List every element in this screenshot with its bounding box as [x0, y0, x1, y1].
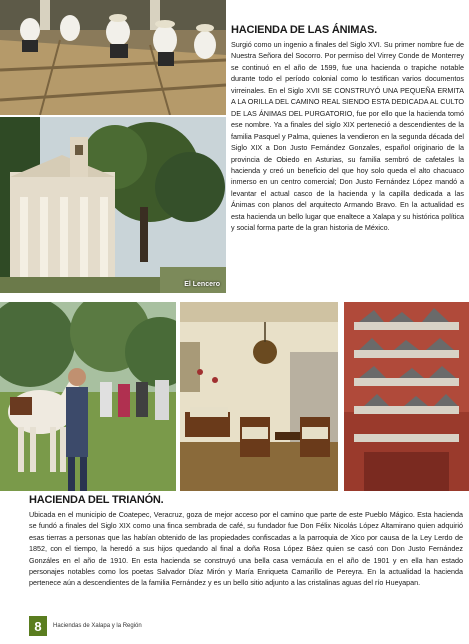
trianon-body: Ubicada en el municipio de Coatepec, Veracruz, goza de mejor acceso por el camino que parte de este Pueblo Mágico. Esta hacienda se fundó a finales del Siglo XIX como una finca sembrada de café, su fundador fue Don Félix Nicolás López Altamirano quien adquirió esas tierras a personas que las habían obtenido de las propiedades confiscadas a la parroquia de Xico por causa de la Ley Lerdo de 1852, con el tiempo, la heredó a sus hijos quedando al final a doña Rosa López Báez quien se casó con Don Justo Fernández Gonzáles en el año de 1910. En esta hacienda se construyó una bella casa vernácula en el año de 1901 y en ella han estado personajes notables como los poetas Salvador Díaz Mirón y María Enriqueta Camarillo de Pereyra. En la actualidad la hacienda pertenece aún a descendientes de la familia Fernández y es un bello sitio adjunto a las cristalinas aguas del río Hueyapan.: [29, 510, 463, 588]
trianon-title: HACIENDA DEL TRIANÓN.: [29, 494, 164, 506]
footer-section-title: Haciendas de Xalapa y la Región: [53, 623, 142, 629]
antique-irons-photo: [344, 302, 469, 491]
animas-title: HACIENDA DE LAS ÁNIMAS.: [231, 24, 377, 36]
coffee-workers-photo: [0, 0, 226, 115]
photo-caption: El Lencero: [184, 281, 220, 288]
animas-body: Surgió como un ingenio a finales del Siglo XVI. Su primer nombre fue de Nuestra Señora del Socorro. Por permiso del Virrey Conde de Monterrey se continuó en el año de 1599, fue una hacienda o trapiche notable durante todo el período colonial como lo testifican varios documentos virreinales. En el Siglo XVII SE CONSTRUYÓ UNA PEQUEÑA ERMITA A LA ORILLA DEL CAMINO REAL SIENDO ESTA DEDICADA AL CULTO DE LAS ÁNIMAS DEL PURGATORIO, fue por ello que la hacienda tomó ese nombre. Ya a finales del siglo XIX perteneció a descendientes de la familia Pasquel y Palma, quienes la vendieron en la segunda década del Siglo XIX a Don Justo Fernández Gonzales, español originario de la provincia de Obiedo en Asturias, su familia sembró de cafetales la hacienda y creó un beneficio del que hoy solo queda el alto chacuaco inmerso en un centro comercial; Don Justo Fernández López mandó a levantar el actual casco de la hacienda y la capilla dedicada a las Ánimas con planos del arquitecto Armando Bravo. En la actualidad es esta hacienda un bello lugar que enaltece a Xalapa y su histórica política y social forma parte de la gran historia de México.: [231, 40, 464, 233]
horse-riders-photo: [0, 302, 176, 491]
page-number: 8: [29, 616, 47, 636]
page-footer: [29, 616, 142, 636]
hacienda-interior-photo: [180, 302, 338, 491]
animas-article: [231, 24, 464, 234]
trianon-article: [29, 494, 463, 589]
hacienda-chapel-photo: [0, 117, 226, 293]
